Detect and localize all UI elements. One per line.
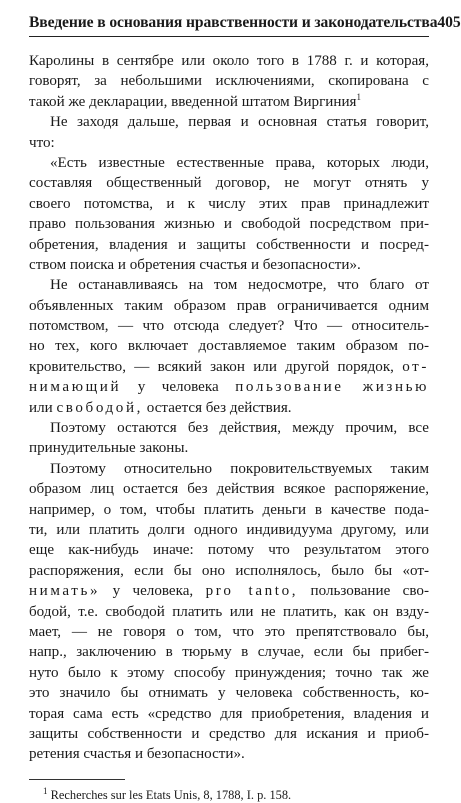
paragraph-6 [29, 459, 429, 765]
text-line: ством поиска и обретения счастья и безопасности». [29, 256, 361, 273]
spaced-emphasis: свободой, [56, 399, 144, 416]
text-line: защиты собственности и средство для искания и приоб- [29, 725, 429, 742]
footnote [43, 785, 429, 803]
text-line: например, о том, чтобы платить деньги в качестве пода- [29, 501, 429, 518]
footnote-text: Recherches sur les Etats Unis, 8, 1788, I. p. 158. [50, 787, 292, 802]
text-line: распоряжения, если бы оно исполнялось, было бы «от- [29, 562, 429, 579]
text-line [29, 377, 429, 397]
text-line: еще как-нибудь иначе: потому что результатом этого [29, 542, 429, 559]
text-line: нуто было к этому способу принуждения; точно так же [29, 664, 429, 681]
spaced-emphasis: нимающий [29, 379, 122, 396]
text-line: обретения, владения и защиты собственности и посред- [29, 236, 429, 253]
book-page [29, 14, 461, 803]
main-text [29, 51, 429, 765]
paragraph-2 [29, 112, 429, 153]
text-line: ретения счастья и безопасности». [29, 746, 245, 763]
paragraph-1 [29, 51, 429, 112]
footnote-ref: 1 [356, 91, 361, 102]
text-line [29, 398, 429, 418]
text-line: «Есть известные естественные права, которых люди, [50, 154, 429, 171]
text-line: бодой, т.е. свободой платить или не платить, как он взду- [29, 603, 429, 620]
text-line: Поэтому остаются без действия, между прочим, все [50, 420, 429, 437]
text-line: своего потомства, и к числу этих прав принадлежит [29, 195, 429, 212]
text-line [29, 357, 429, 377]
text-line: право пользования жизнью и свободой посредством при- [29, 216, 429, 233]
text-line: Поэтому относительно покровительствуемых таким [50, 460, 429, 477]
text-line: ти, или платить долги одного индивидуума другому, или [29, 521, 429, 538]
text-line: напр., заключению в тюрьму в случае, если бы прибег- [29, 644, 429, 661]
line-text: у человека, [112, 583, 194, 600]
text-line: это значило бы отнимать у человека собственность, ко- [29, 685, 429, 702]
line-text: такой же декларации, введенной штатом Виргиния [29, 93, 357, 110]
text-line: Не останавливаясь на том недосмотре, что благо от [50, 277, 429, 294]
line-text: или [29, 399, 53, 416]
paragraph-4 [29, 275, 429, 418]
text-line: что: [29, 134, 55, 151]
spaced-emphasis: пользование жизнью [235, 379, 429, 396]
text-line [29, 92, 429, 112]
spaced-emphasis: pro tanto, [205, 583, 299, 600]
text-line: образом лиц остается без действия всякое распоряжение, [29, 481, 429, 498]
line-text: остается без действия. [146, 399, 292, 416]
text-line: составляя общественный договор, не могут отнять у [29, 175, 429, 192]
text-line: потомством, — что отсюда следует? Что — относитель- [29, 318, 429, 335]
footnote-rule [29, 779, 125, 780]
page-number: 405 [437, 14, 461, 31]
spaced-emphasis: нимать» [29, 583, 101, 600]
paragraph-5 [29, 418, 429, 459]
line-text: пользование сво- [310, 583, 429, 600]
paragraph-3-quote [29, 153, 429, 275]
line-text: кровительство, — всякий закон или другой порядок, [29, 358, 394, 375]
line-text: у человека [137, 379, 219, 396]
text-line: объявленных таким образом прав ограничивается одним [29, 297, 429, 314]
text-line: говорят, за небольшими исключениями, скопирована с [29, 73, 429, 90]
text-line: принудительные законы. [29, 440, 189, 457]
spaced-emphasis: от- [402, 358, 429, 375]
text-line: торая сама есть «средство для приобретения, владения и [29, 705, 429, 722]
text-line: но тех, кого включает доставляемое таким образом по- [29, 338, 429, 355]
text-line: Каролины в сентябре или около того в 1788 г. и которая, [29, 53, 429, 69]
text-line [29, 581, 429, 601]
footnote-marker: 1 [43, 785, 48, 796]
running-title: Введение в основания нравственности и законодательства [29, 14, 438, 31]
text-line: мает, — не говоря о том, что это препятствовало бы, [29, 623, 429, 640]
text-line: Не заходя дальше, первая и основная статья говорит, [50, 114, 429, 131]
running-header [29, 14, 461, 37]
